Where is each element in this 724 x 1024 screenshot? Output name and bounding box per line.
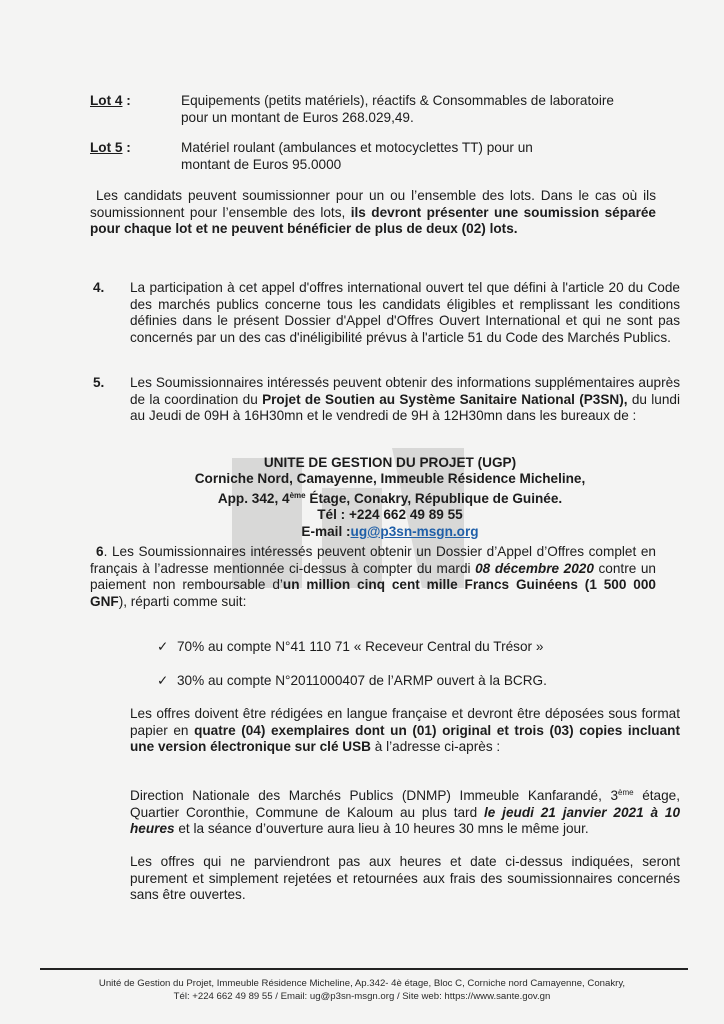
footer	[30, 978, 694, 1003]
footer-line-1: Unité de Gestion du Projet, Immeuble Résidence Micheline, Ap.342- 4è étage, Bloc C, Corniche nord Camayenne, Conakry,	[98, 978, 626, 989]
payment-item-70: ✓ 70% au compte N°41 110 71 « Receveur Central du Trésor »	[157, 639, 544, 654]
ugp-title: UNITE DE GESTION DU PROJET (UGP)	[263, 455, 517, 470]
lot-4-line-2: pour un montant de Euros 268.029,49.	[181, 109, 414, 125]
ugp-phone: Tél : +224 662 49 89 55	[317, 507, 463, 523]
item-5-number: 5.	[93, 375, 105, 390]
lot-5-line-2: montant de Euros 95.0000	[181, 156, 342, 172]
item-5-text: Les Soumissionnaires intéressés peuvent obtenir des informations supplémentaires auprès de la coordination du Projet de Soutien au Système Sanitaire National (P3SN), du lundi au Jeudi de 09H à 16H30mn et le vendredi de 9H à 12H30mn dans les bureaux de :	[130, 375, 680, 424]
offers-paragraph: Les offres doivent être rédigées en langue française et devront être déposées sous format papier en quatre (04) exemplaires dont un (01) original et trois (03) copies incluant une version électronique sur clé USB à l’adresse ci-après :	[130, 706, 680, 755]
rejection-paragraph: Les offres qui ne parviendront pas aux heures et date ci-dessus indiquées, seront purement et simplement rejetées et retournées aux frais des soumissionnaires concernés sans être ouvertes.	[130, 854, 680, 903]
ugp-address-line-1: Corniche Nord, Camayenne, Immeuble Résidence Micheline,	[194, 471, 586, 487]
ugp-address-line-2: App. 342, 4ème Étage, Conakry, République de Guinée.	[217, 490, 563, 506]
ugp-address-block	[100, 455, 680, 540]
payment-item-30: ✓ 30% au compte N°2011000407 de l’ARMP ouvert à la BCRG.	[157, 673, 547, 688]
item-6-paragraph: 6. Les Soumissionnaires intéressés peuvent obtenir un Dossier d’Appel d’Offres complet en français à l’adresse mentionnée ci-dessus à compter du mardi 08 décembre 2020 contre un paiement non remboursable d’un million cinq cent mille Francs Guinéens (1 500 000 GNF), réparti comme suit:	[90, 544, 656, 609]
lot-5-description	[181, 140, 681, 173]
item-4-text: La participation à cet appel d'offres international ouvert tel que défini à l'article 20 du Code des marchés publics concerne tous les candidats éligibles et remplissant les conditions définies dans le présent Dossier d'Appel d'Offres Ouvert International et qui ne sont pas concernés par un des cas d'inéligibilité prévus à l'article 51 du Code des Marchés Publics.	[130, 280, 680, 345]
footer-divider	[40, 968, 688, 970]
dnmp-paragraph: Direction Nationale des Marchés Publics (DNMP) Immeuble Kanfarandé, 3ème étage, Quartier Coronthie, Commune de Kaloum au plus tard le jeudi 21 janvier 2021 à 10 heures et la séance d’ouverture aura lieu à 10 heures 30 mns le même jour.	[130, 788, 681, 837]
lot-4-line-1: Equipements (petits matériels), réactifs & Consommables de laboratoire	[181, 93, 614, 108]
lot-5-label: Lot 5 :	[90, 140, 131, 155]
lot-5-line-1: Matériel roulant (ambulances et motocyclettes TT) pour un	[181, 140, 533, 155]
lot-4-label: Lot 4 :	[90, 93, 131, 108]
footer-line-2: Tél: +224 662 49 89 55 / Email: ug@p3sn-msgn.org / Site web: https://www.sante.gov.gn	[173, 990, 551, 1002]
item-4-number: 4.	[93, 280, 105, 295]
ugp-email-link[interactable]: ug@p3sn-msgn.org	[350, 523, 479, 539]
lot-4-description	[181, 93, 681, 126]
check-icon: ✓	[157, 673, 169, 688]
candidates-paragraph: Les candidats peuvent soumissionner pour un ou l’ensemble des lots. Dans le cas où ils soumissionnent pour l’ensemble des lots, ils devront présenter une soumission séparée pour chaque lot et ne peuvent bénéficier de plus de deux (02) lots.	[90, 188, 656, 237]
check-icon: ✓	[157, 639, 169, 654]
ugp-email-line: E-mail :ug@p3sn-msgn.org	[301, 523, 479, 539]
